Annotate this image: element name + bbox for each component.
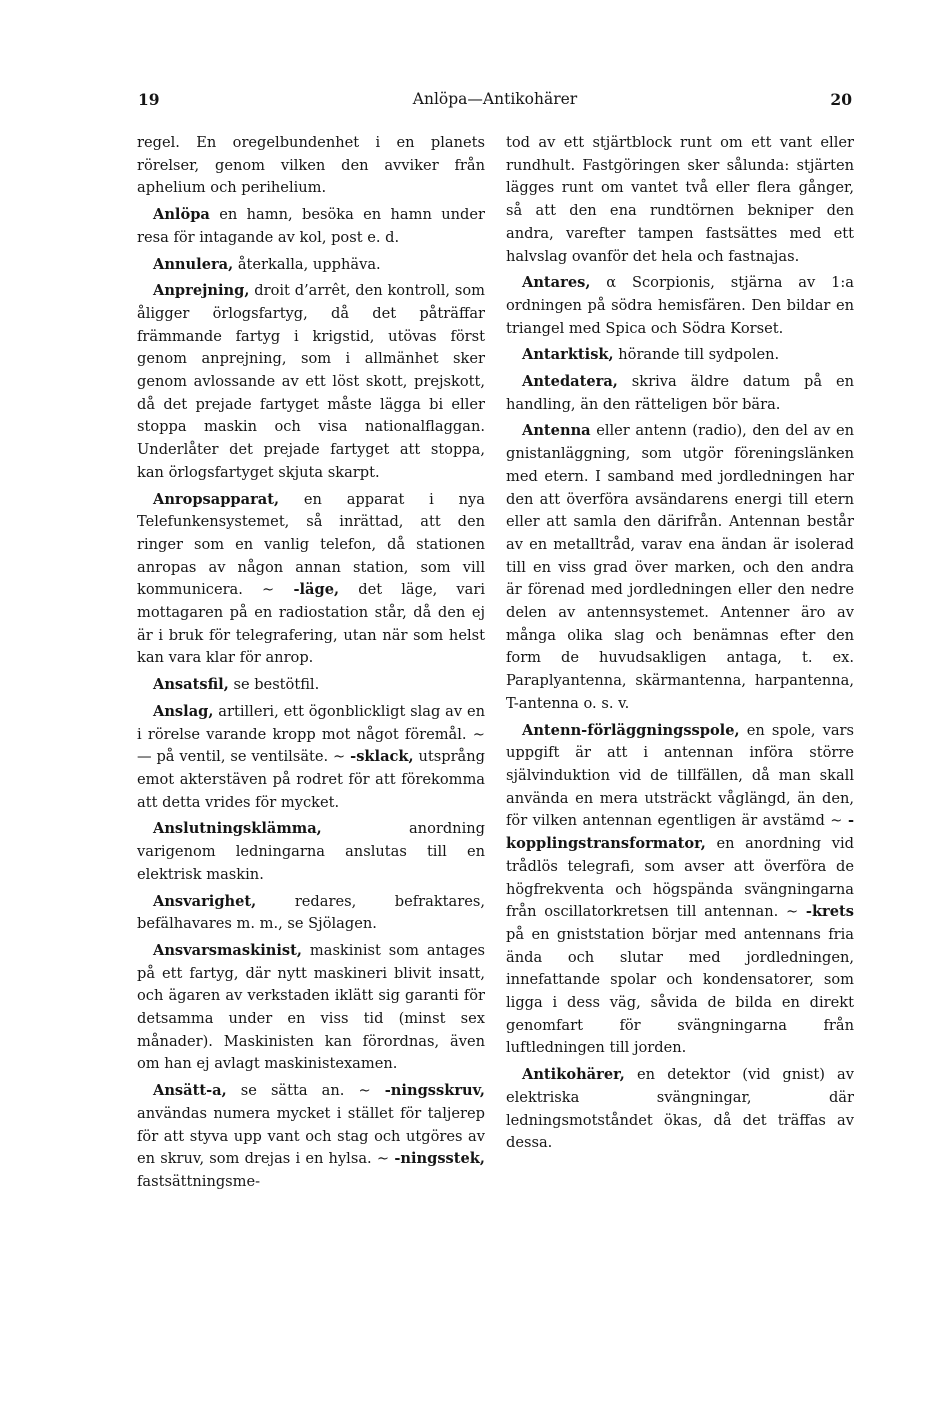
entry-text: artilleri, ett ögonblickligt slag av en i rörelse varande kropp mot något föremål. ∼ — på ventil, se ventilsäte. ∼ xyxy=(137,702,485,766)
dictionary-entry xyxy=(506,132,854,268)
page-number-right: 20 xyxy=(830,90,852,109)
dictionary-entry xyxy=(506,344,854,367)
entry-headword: Ansätt-a, xyxy=(153,1082,227,1100)
entry-text: se bestötfil. xyxy=(228,676,320,694)
dictionary-entry xyxy=(506,420,854,715)
dictionary-entry xyxy=(506,1064,854,1155)
dictionary-entry xyxy=(137,280,485,484)
entry-text: på en gniststation börjar med antennans fria ända och slutar med jordledningen, innefattande spolar och kondensatorer, som ligga i dess väg, såvida de bilda en direkt genomfart för svängningarna från luftledningen till jorden. xyxy=(506,925,854,1057)
page-number-left: 19 xyxy=(138,90,160,109)
dictionary-entry xyxy=(506,272,854,340)
entry-headword: Antares, xyxy=(522,274,591,292)
dictionary-entry xyxy=(137,818,485,886)
entry-text: eller antenn (radio), den del av en gnistanläggning, som utgör föreningslänken med etern. I samband med jordledningen har den att överföra avsändarens energi till etern eller att samla den därifrån. Antennan består av en metalltråd, varav ena ändan är isolerad till en viss grad över marken, och den andra är förenad med jordledningen eller den nedre delen av antennsystemet. Antenner äro av många olika slag och benämnas efter den form de huvudsakligen antaga, t. ex. Paraplyantenna, skärmantenna, harpantenna, T-antenna o. s. v. xyxy=(506,422,854,712)
entry-headword: Anprejning, xyxy=(153,282,250,300)
entry-headword: Anropsapparat, xyxy=(153,490,280,508)
entry-text: maskinist som antages på ett fartyg, där nytt maskineri blivit insatt, och ägaren av verkstaden iklätt sig garanti för detsamma under en viss tid (minst sex månader). Maskinisten kan förordnas, även om han ej avlagt maskinistexamen. xyxy=(137,941,485,1073)
entry-headword: Antenn-förläggningsspole, xyxy=(522,721,740,739)
entry-text: det läge, vari mottagaren på en radiostation står, då den ej är i bruk för telegrafering, utan när som helst kan vara klar för anrop. xyxy=(137,581,485,667)
running-header xyxy=(138,90,852,114)
entry-text: se sätta an. ∼ xyxy=(226,1082,385,1100)
right-column xyxy=(506,132,854,1159)
entry-text: regel. En oregelbundenhet i en planets rörelser, genom vilken den avviker från aphelium och perihelium. xyxy=(137,134,485,197)
entry-headword: Annulera, xyxy=(153,255,234,273)
entry-headword: Antenna xyxy=(522,422,591,440)
dictionary-entry xyxy=(137,1080,485,1194)
dictionary-entry xyxy=(137,204,485,249)
entry-subheadword: -läge, xyxy=(293,581,340,599)
entry-text: användas numera mycket i stället för taljerep för att styva upp vant och stag och utgöres av en skruv, som drejas i en hylsa. ∼ xyxy=(137,1104,485,1168)
entry-headword: Antikohärer, xyxy=(522,1066,625,1084)
entry-text: en anordning vid trådlös telegrafi, som avser att överföra de högfrekventa och högspända svängningarna från oscillatorkretsen till antennan. ∼ xyxy=(506,835,854,921)
entry-subheadword: -sklack, xyxy=(350,748,414,766)
entry-text: en hamn, besöka en hamn under resa för intagande av kol, post e. d. xyxy=(137,206,485,246)
dictionary-entry xyxy=(137,254,485,277)
entry-text: en detektor (vid gnist) av elektriska svängningar, där ledningsmotståndet ökas, då det träffas av dessa. xyxy=(506,1066,854,1152)
entry-subheadword: -krets xyxy=(805,903,854,921)
dictionary-entry xyxy=(137,489,485,671)
entry-headword: Ansvarsmaskinist, xyxy=(153,941,302,959)
entry-headword: Ansvarighet, xyxy=(153,892,257,910)
dictionary-entry xyxy=(137,674,485,697)
entry-text: en apparat i nya Telefunkensystemet, så inrättad, att den ringer som en vanlig telefon, då stationen anropas av någon annan station, som vill kommunicera. ∼ xyxy=(137,490,485,599)
dictionary-entry xyxy=(506,720,854,1061)
entry-text: återkalla, upphäva. xyxy=(233,255,381,273)
entry-text: tod av ett stjärtblock runt om ett vant eller rundhult. Fastgöringen sker sålunda: stjärten lägges runt om vantet två eller flera gånger, så att den ena rundtörnen bekniper den andra, varefter tampen fastsättes med ett halvslag ovanför det hela och fastnajas. xyxy=(506,134,854,265)
entry-text: skriva äldre datum på en handling, än den rätteligen bör bära. xyxy=(506,373,854,413)
entry-text: redares, befraktares, befälhavares m. m., se Sjölagen. xyxy=(137,892,485,933)
left-column xyxy=(137,132,485,1198)
dictionary-entry xyxy=(137,940,485,1076)
entry-headword: Anslag, xyxy=(153,702,214,720)
entry-headword: Antedatera, xyxy=(522,373,618,391)
entry-text: utsprång emot akterstäven på rodret för att förekomma att detta vrides för mycket. xyxy=(137,748,485,811)
dictionary-entry xyxy=(137,701,485,815)
dictionary-entry xyxy=(137,132,485,200)
entry-text: α Scorpionis, stjärna av 1:a ordningen på södra hemisfären. Den bildar en triangel med Spica och Södra Korset. xyxy=(506,274,854,337)
running-title: Anlöpa—Antikohärer xyxy=(412,90,578,108)
entry-subheadword: -ningsskruv, xyxy=(384,1082,485,1100)
entry-subheadword: -ningsstek, xyxy=(394,1150,485,1168)
entry-text: droit d’arrêt, den kontroll, som åligger örlogsfartyg, då det påträffar främmande fartyg i krigstid, utövas först genom anprejning, som i allmänhet sker genom avlossande av ett löst skott, prejskott, då det prejade fartyget måste lägga bi eller stoppa maskin och visa nationalflaggan. Underlåter det prejade fartyget att stoppa, kan örlogsfartyget skjuta skarpt. xyxy=(137,282,485,481)
entry-headword: Anslutningsklämma, xyxy=(153,820,322,838)
entry-headword: Ansatsfil, xyxy=(153,676,229,694)
entry-text: fastsättningsme- xyxy=(137,1172,261,1190)
entry-headword: Anlöpa xyxy=(153,206,210,224)
dictionary-entry xyxy=(137,891,485,936)
entry-text: anordning varigenom ledningarna anslutas till en elektrisk maskin. xyxy=(137,820,485,883)
entry-subheadword: -kopplingstransformator, xyxy=(506,812,854,853)
dictionary-entry xyxy=(506,371,854,416)
entry-headword: Antarktisk, xyxy=(522,346,614,364)
entry-text: hörande till sydpolen. xyxy=(613,346,780,364)
entry-text: en spole, vars uppgift är att i antennan införa större självinduktion vid de tillfällen, då man skall använda en mera utsträckt våglängd, än den, för vilken antennan egentligen är avstämd ∼ xyxy=(506,721,854,830)
